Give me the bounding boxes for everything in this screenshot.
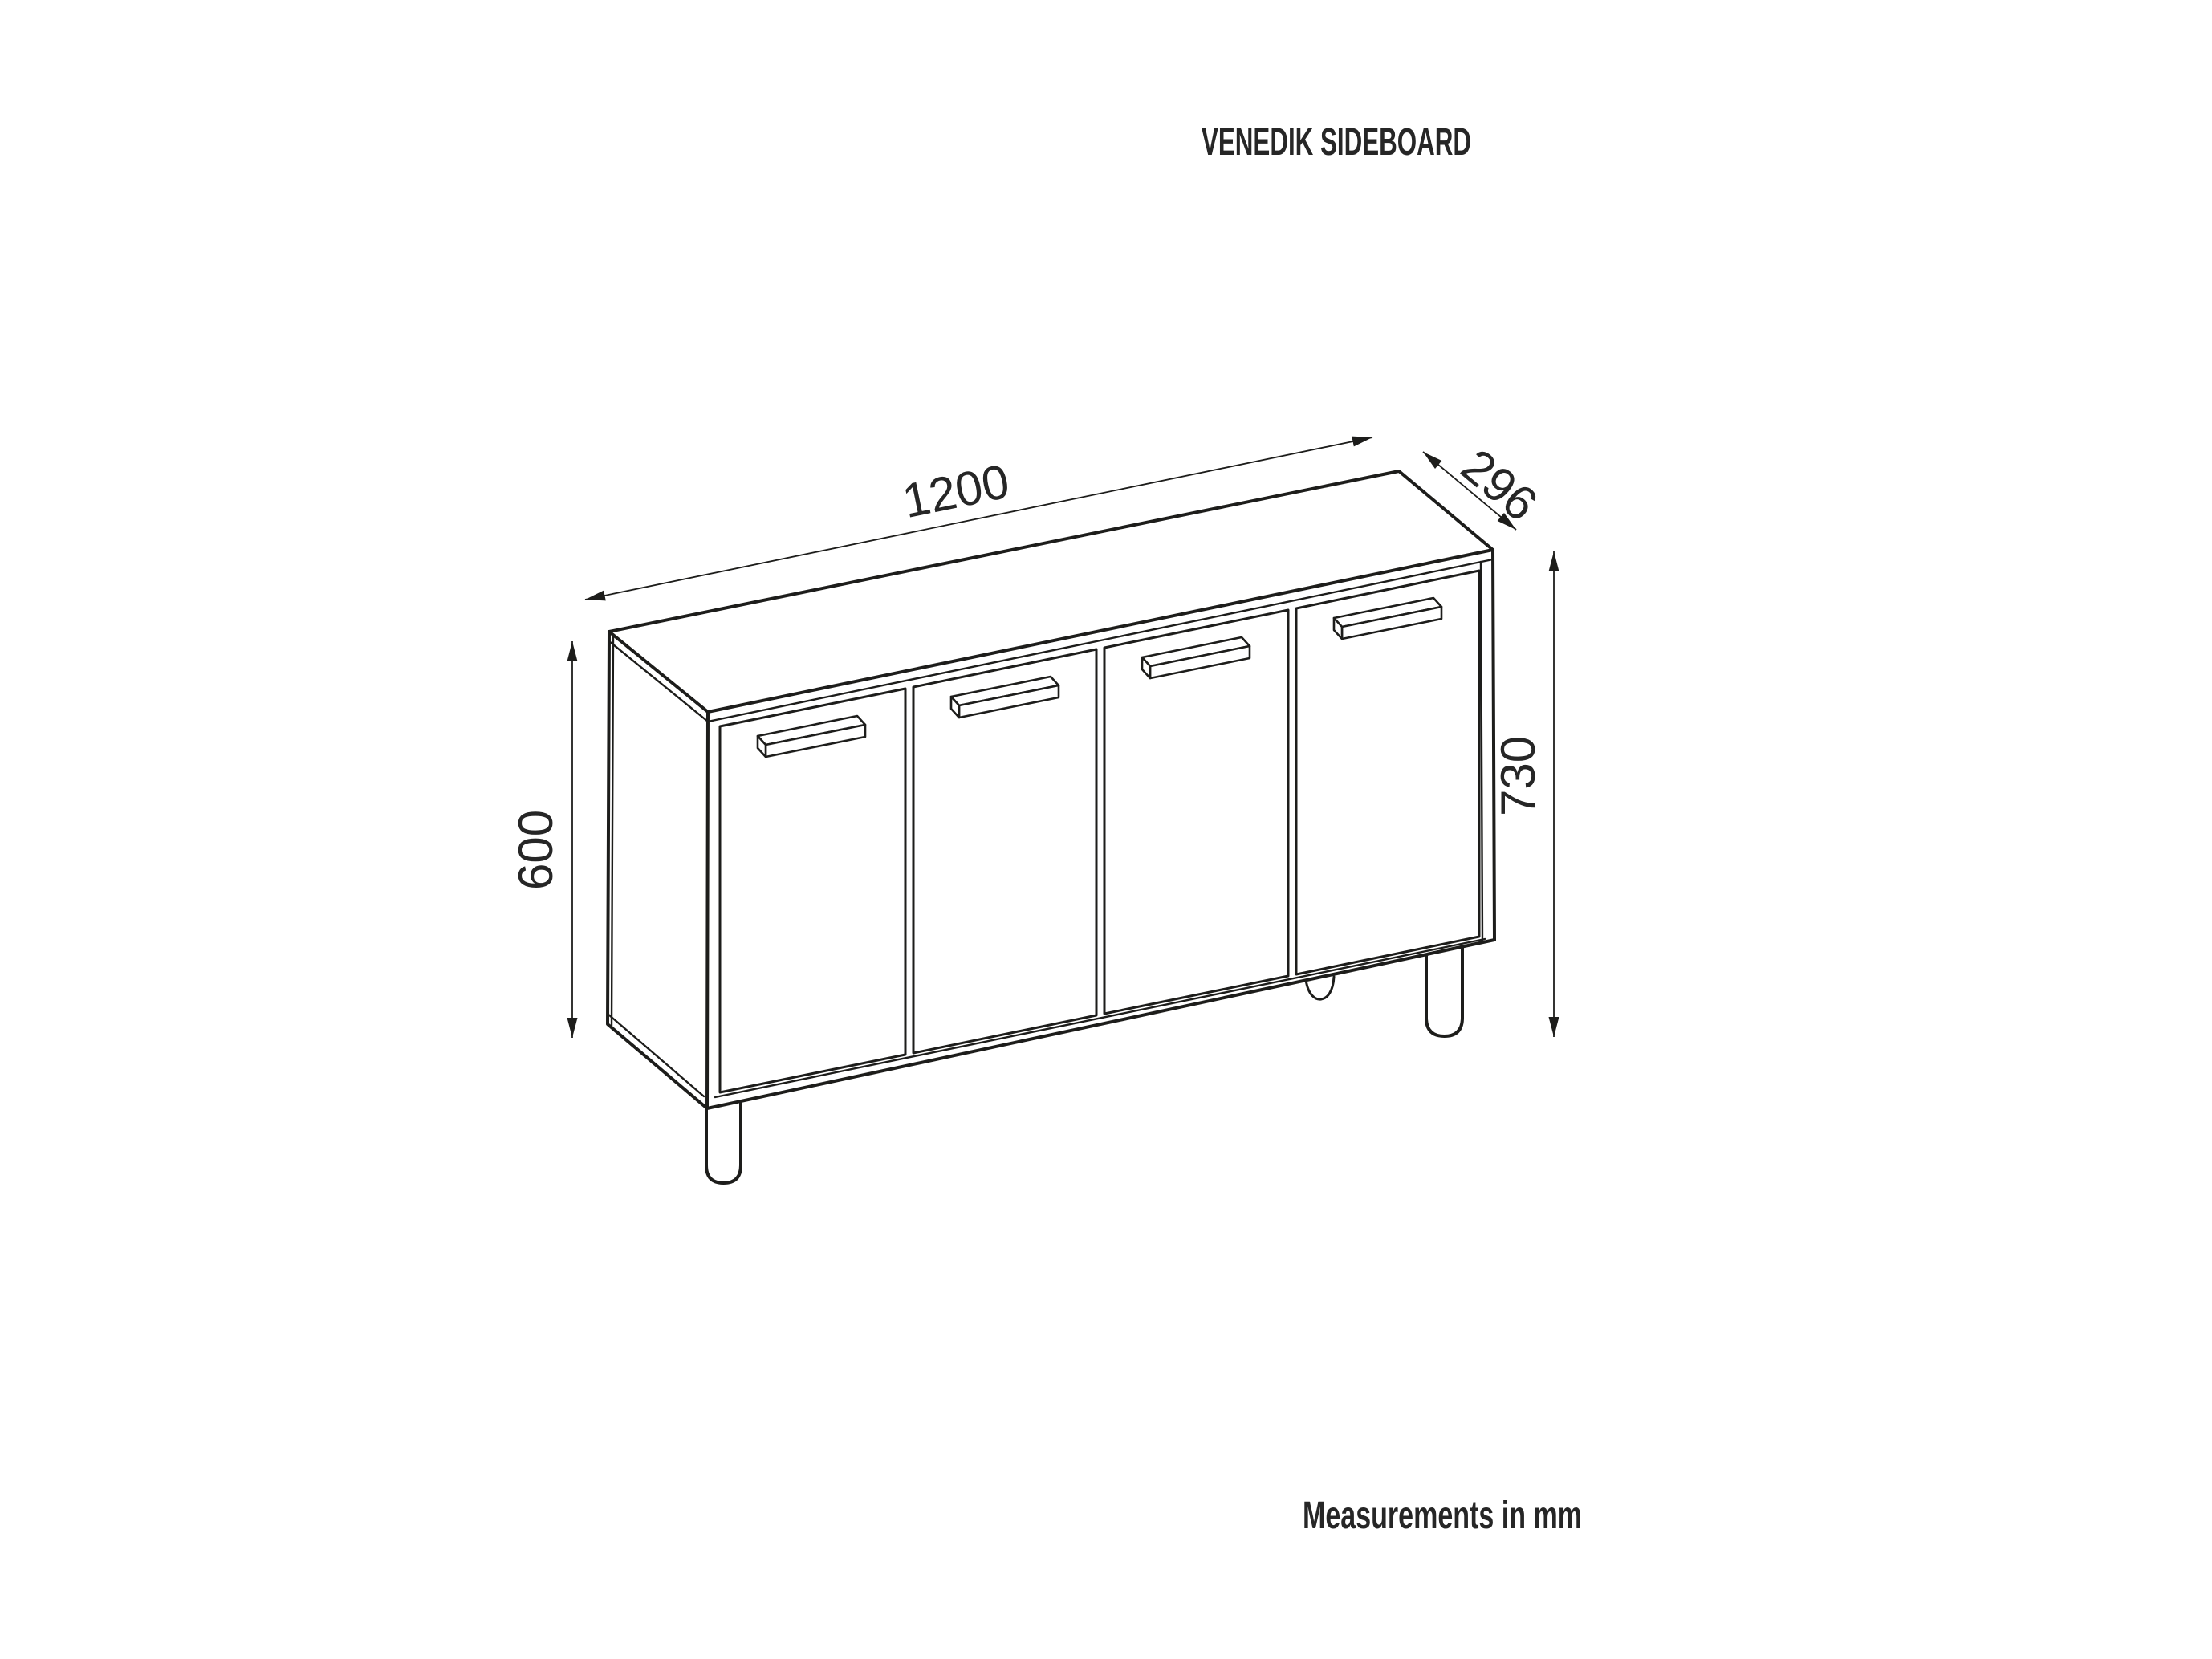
footer-note: Measurements in mm <box>1303 1494 1582 1537</box>
door-1 <box>720 689 905 1092</box>
leg-front-right <box>1426 947 1462 1036</box>
cabinet-left-side-panel <box>608 632 708 1108</box>
leg-front-left <box>706 1101 741 1183</box>
page-title: VENEDIK SIDEBOARD <box>1202 121 1471 164</box>
door-3 <box>1104 610 1288 1014</box>
door-2 <box>913 649 1096 1053</box>
cabinet-right-inner-edge <box>1481 562 1482 941</box>
dimension-label-width: 1200 <box>897 453 1014 529</box>
door-4 <box>1296 571 1479 974</box>
left-panel-back-inner-edge <box>612 636 613 1028</box>
left-panel-bottom-inner-edge <box>608 1014 704 1096</box>
dimension-label-height-body: 600 <box>509 809 563 891</box>
cabinet-drawing <box>608 471 1494 1183</box>
dimension-label-height-total: 730 <box>1491 735 1545 817</box>
dimension-label-depth: 296 <box>1451 438 1548 532</box>
